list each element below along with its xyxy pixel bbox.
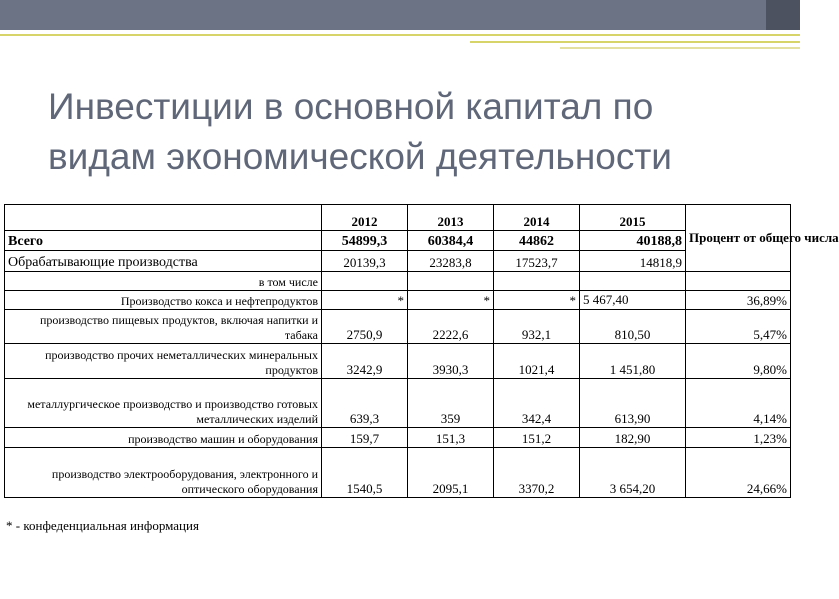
year-2014-header: 2014 (494, 205, 580, 231)
title-line-1: Инвестиции в основной капитал по (48, 86, 654, 127)
row-2015: 1 451,80 (580, 344, 686, 379)
row-label: Производство кокса и нефтепродуктов (5, 291, 322, 310)
row-2015: 182,90 (580, 428, 686, 448)
table-row (5, 291, 791, 310)
row-2013: * (408, 291, 494, 310)
row-label: металлургическое производство и производство готовых металлических изделий (5, 379, 322, 428)
footnote: * - конфеденциальная информация (6, 518, 199, 533)
row-label: производство машин и оборудования (5, 428, 322, 448)
total-2014: 44862 (494, 231, 580, 251)
year-2013-header: 2013 (408, 205, 494, 231)
investment-table (4, 204, 839, 498)
total-2015: 40188,8 (580, 231, 686, 251)
row-percent: 1,23% (686, 428, 791, 448)
row-2013: 2222,6 (408, 310, 494, 344)
row-2012: 3242,9 (322, 344, 408, 379)
row-2014: 3370,2 (494, 448, 580, 498)
subheading-label: в том числе (5, 272, 322, 291)
year-header-row (5, 205, 791, 231)
year-2012-header: 2012 (322, 205, 408, 231)
row-2014: 932,1 (494, 310, 580, 344)
row-label: производство электрооборудования, электронного и оптического оборудования (5, 448, 322, 498)
total-row (5, 231, 791, 251)
row-percent: 36,89% (686, 291, 791, 310)
row-2015: 810,50 (580, 310, 686, 344)
row-2012: 159,7 (322, 428, 408, 448)
row-label: производство пищевых продуктов, включая напитки и табака (5, 310, 322, 344)
percent-header: Процент от общего числа (686, 205, 791, 272)
row-percent: 24,66% (686, 448, 791, 498)
manufacturing-row (5, 251, 791, 272)
top-decor-corner (766, 0, 800, 30)
row-2014: 151,2 (494, 428, 580, 448)
table-row (5, 379, 791, 428)
empty-cell (408, 272, 494, 291)
total-2012: 54899,3 (322, 231, 408, 251)
row-2013: 151,3 (408, 428, 494, 448)
row-percent: 4,14% (686, 379, 791, 428)
total-2013: 60384,4 (408, 231, 494, 251)
row-2014: * (494, 291, 580, 310)
accent-line-middle (470, 41, 800, 43)
manufacturing-2015: 14818,9 (580, 251, 686, 272)
empty-cell (580, 272, 686, 291)
table-row (5, 428, 791, 448)
row-2012: 2750,9 (322, 310, 408, 344)
table-row (5, 344, 791, 379)
row-2013: 2095,1 (408, 448, 494, 498)
manufacturing-2012: 20139,3 (322, 251, 408, 272)
subheading-row (5, 272, 791, 291)
row-2015: 3 654,20 (580, 448, 686, 498)
row-percent: 9,80% (686, 344, 791, 379)
accent-line-short (560, 47, 800, 49)
header-corner (5, 205, 322, 231)
title-line-2: видам экономической деятельности (48, 136, 672, 177)
accent-line-top (0, 34, 800, 36)
empty-cell (494, 272, 580, 291)
empty-cell (322, 272, 408, 291)
total-label: Всего (5, 231, 322, 251)
row-2013: 3930,3 (408, 344, 494, 379)
row-2014: 342,4 (494, 379, 580, 428)
row-2014: 1021,4 (494, 344, 580, 379)
table-row (5, 310, 791, 344)
manufacturing-2013: 23283,8 (408, 251, 494, 272)
row-label: производство прочих неметаллических минеральных продуктов (5, 344, 322, 379)
year-2015-header: 2015 (580, 205, 686, 231)
row-2012: 1540,5 (322, 448, 408, 498)
top-decor-band (0, 0, 800, 30)
table-row (5, 448, 791, 498)
manufacturing-2014: 17523,7 (494, 251, 580, 272)
empty-cell (686, 272, 791, 291)
row-percent: 5,47% (686, 310, 791, 344)
row-2012: * (322, 291, 408, 310)
row-2013: 359 (408, 379, 494, 428)
row-2015: 5 467,40 (580, 291, 686, 310)
slide-title (48, 82, 768, 182)
manufacturing-label: Обрабатывающие производства (5, 251, 322, 272)
row-2012: 639,3 (322, 379, 408, 428)
row-2015: 613,90 (580, 379, 686, 428)
